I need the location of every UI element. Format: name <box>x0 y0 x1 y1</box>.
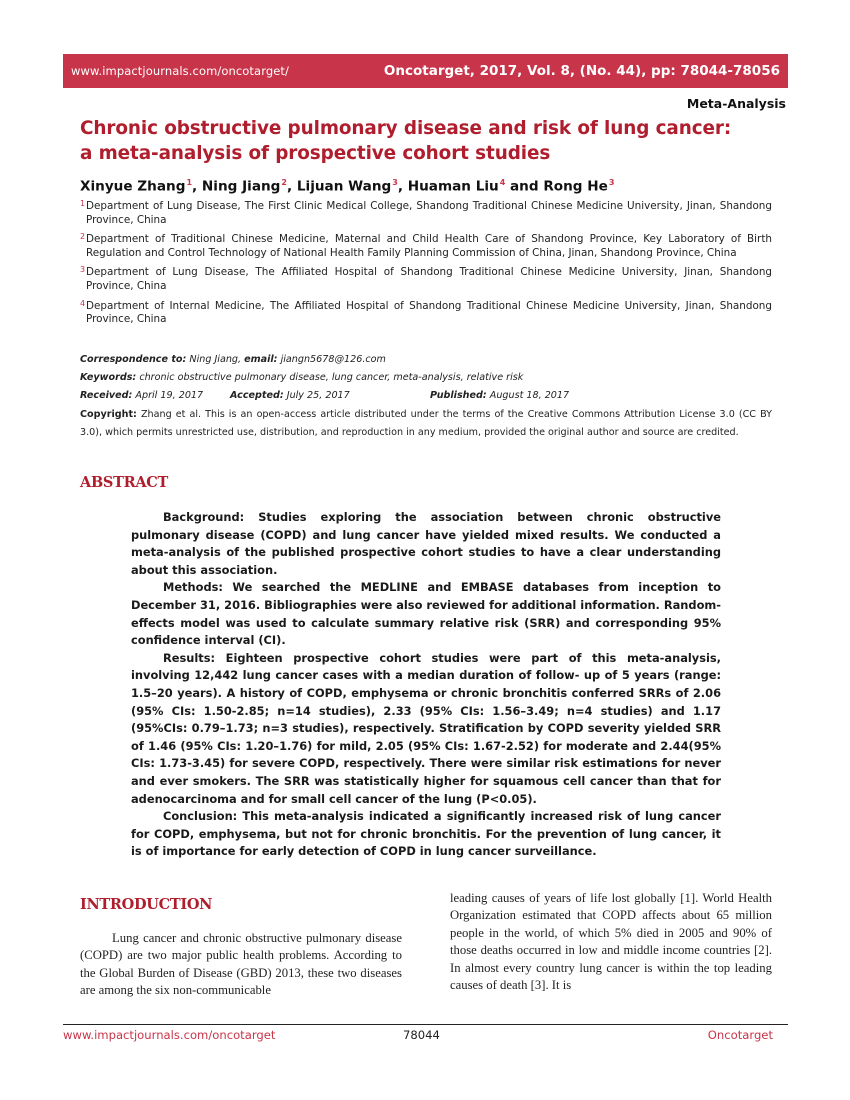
published-label: Published: <box>430 390 487 402</box>
affiliation-item <box>80 200 772 227</box>
copyright-notice <box>80 406 772 442</box>
affiliation-marker: 3 <box>392 178 398 187</box>
author-separator: , <box>397 178 408 195</box>
email-link[interactable]: jiangn5678@126.com <box>277 354 386 365</box>
affiliation-number: 3 <box>80 265 86 275</box>
correspondence-name: Ning Jiang, <box>186 354 245 365</box>
received-value: April 19, 2017 <box>132 390 204 402</box>
author-name[interactable]: Rong He <box>543 178 608 195</box>
introduction-left-column: Lung cancer and chronic obstructive pulmonary disease (COPD) are two major public health problems. According to the Global Burden of Disease (GBD) 2013, these two diseases are among the six non-communicable <box>80 931 402 998</box>
accepted-date <box>230 387 430 405</box>
author-name[interactable]: Lijuan Wang <box>296 178 392 195</box>
page-number: 78044 <box>403 1028 440 1042</box>
journal-url-link[interactable]: www.impactjournals.com/oncotarget/ <box>71 64 289 78</box>
correspondence-line <box>80 351 772 369</box>
author-list <box>80 178 614 195</box>
affiliation-item <box>80 233 772 260</box>
published-date <box>430 387 569 405</box>
journal-citation: Oncotarget, 2017, Vol. 8, (No. 44), pp: 78044-78056 <box>383 63 780 79</box>
abstract-conclusion: Conclusion: This meta-analysis indicated a significantly increased risk of lung cancer for COPD, emphysema, but not for chronic bronchitis. For the prevention of lung cancer, it is of importance for early detection of COPD in lung cancer surveillance. <box>131 809 721 859</box>
title-line-1: Chronic obstructive pulmonary disease and risk of lung cancer: <box>80 118 732 139</box>
affiliation-text: Department of Lung Disease, The Affiliated Hospital of Shandong Traditional Chinese Medicine University, Jinan, Shandong Province, China <box>86 266 772 292</box>
keywords-text: chronic obstructive pulmonary disease, lung cancer, meta-analysis, relative risk <box>136 372 524 384</box>
author-separator: and <box>505 178 544 195</box>
affiliation-marker: 1 <box>186 178 193 187</box>
footer-divider <box>63 1024 788 1025</box>
affiliation-number: 1 <box>80 199 86 208</box>
footer-url-link[interactable]: www.impactjournals.com/oncotarget <box>63 1028 276 1042</box>
journal-header-banner <box>63 54 788 88</box>
affiliation-text: Department of Traditional Chinese Medicine, Maternal and Child Health Care of Shandong Province, Key Laboratory of Birth Regulation and Control Technology of National Health Family Planning Commission of China, Jinan, Shandong Province, China <box>86 233 772 259</box>
affiliation-number: 4 <box>80 298 86 308</box>
accepted-value: July 25, 2017 <box>283 390 350 402</box>
title-line-2: a meta-analysis of prospective cohort studies <box>80 143 551 164</box>
affiliation-text: Department of Internal Medicine, The Affiliated Hospital of Shandong Traditional Chinese Medicine University, Jinan, Shandong Province, China <box>86 299 772 326</box>
affiliation-number: 2 <box>80 232 86 242</box>
copyright-label: Copyright: <box>80 408 137 420</box>
keywords-line <box>80 369 772 387</box>
correspondence-label: Correspondence to: <box>80 354 187 365</box>
abstract-methods: Methods: We searched the MEDLINE and EMBASE databases from inception to December 31, 2016. Bibliographies were also reviewed for additional information. Random-effects model was used to calculate summary relative risk (SRR) and corresponding 95% confidence interval (CI). <box>131 580 721 648</box>
affiliation-marker: 4 <box>499 178 506 187</box>
article-metadata <box>80 351 772 442</box>
dates-line <box>80 387 772 405</box>
abstract-heading: ABSTRACT <box>80 474 168 491</box>
affiliation-marker: 3 <box>608 178 615 187</box>
abstract-body <box>131 509 721 861</box>
received-date <box>80 387 230 405</box>
abstract-background: Background: Studies exploring the association between chronic obstructive pulmonary disease (COPD) and lung cancer have yielded mixed results. We conducted a meta-analysis of the published prospective cohort studies to have a clear understanding about this association. <box>131 510 721 577</box>
email-label: email: <box>244 354 278 365</box>
affiliation-marker: 2 <box>281 178 287 187</box>
published-value: August 18, 2017 <box>486 390 570 402</box>
author-name[interactable]: Ning Jiang <box>201 178 281 195</box>
author-separator: , <box>286 178 297 195</box>
accepted-label: Accepted: <box>230 390 284 402</box>
article-type-label: Meta-Analysis <box>686 96 786 111</box>
keywords-label: Keywords: <box>80 372 137 384</box>
author-separator: , <box>192 178 202 195</box>
affiliation-item <box>80 266 772 293</box>
author-name[interactable]: Huaman Liu <box>407 178 499 195</box>
received-label: Received: <box>80 390 133 402</box>
affiliation-item <box>80 300 772 327</box>
copyright-text: Zhang et al. This is an open-access article distributed under the terms of the Creative Commons Attribution License 3.0 (CC BY 3.0), which permits unrestricted use, distribution, and reproduction in any medium, provided the original author and source are credited. <box>80 408 772 438</box>
author-name[interactable]: Xinyue Zhang <box>80 178 186 195</box>
affiliation-text: Department of Lung Disease, The First Clinic Medical College, Shandong Traditional Chinese Medicine University, Jinan, Shandong Province, China <box>86 200 772 226</box>
page-footer <box>63 1028 773 1042</box>
introduction-heading: INTRODUCTION <box>80 896 213 913</box>
affiliations <box>80 200 772 333</box>
article-title <box>80 116 790 166</box>
introduction-right-column: leading causes of years of life lost globally [1]. World Health Organization estimated that COPD affects about 65 million people in the world, of which 5% died in 2005 and 90% of those deaths occurred in low and middle income countries [2]. In almost every country lung cancer is within the top leading causes of death [3]. It is <box>450 891 772 993</box>
abstract-results: Results: Eighteen prospective cohort studies were part of this meta-analysis, involving 12,442 lung cancer cases with a median duration of follow- up of 5 years (range: 1.5–20 years). A history of COPD, emphysema or chronic bronchitis conferred SRRs of 2.06 (95% CIs: 1.50-2.85; n=14 studies), 2.33 (95% CIs: 1.56–3.49; n=4 studies) and 1.17 (95%CIs: 0.79–1.73; n=3 studies), respectively. Stratification by COPD severity yielded SRR of 1.46 (95% CIs: 1.20–1.76) for mild, 2.05 (95% CIs: 1.67-2.52) for moderate and 2.44(95% CIs: 1.73-3.45) for severe COPD, respectively. There were similar risk estimations for never and ever smokers. The SRR was statistically higher for squamous cell cancer than that for adenocarcinoma and for small cell cancer of the lung (P<0.05). <box>131 650 721 806</box>
footer-journal-name: Oncotarget <box>707 1028 773 1042</box>
